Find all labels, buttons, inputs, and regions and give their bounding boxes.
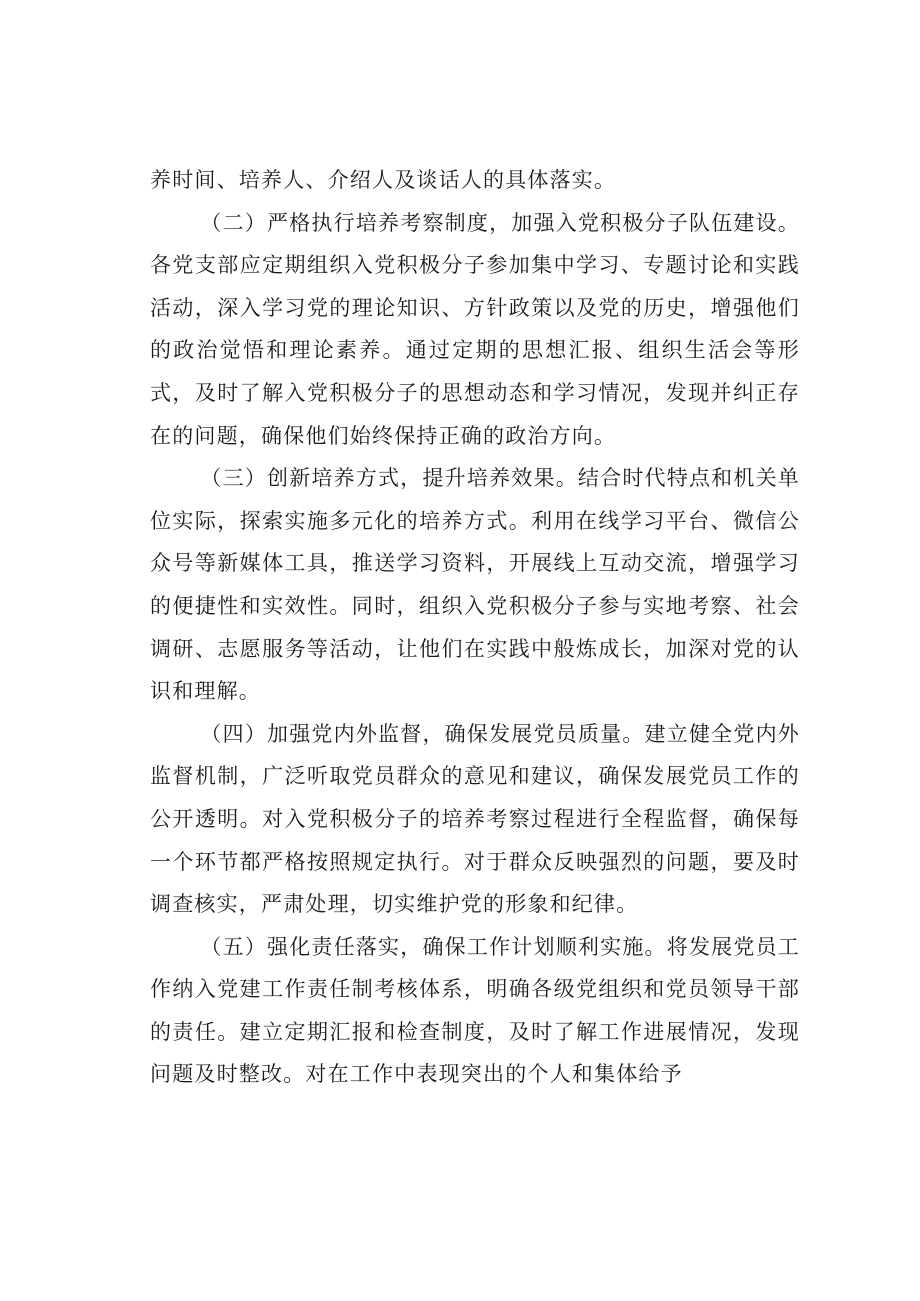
- paragraph-continued: 养时间、培养人、介绍人及谈话人的具体落实。: [150, 168, 617, 192]
- paragraph-section-3: （三）创新培养方式，提升培养效果。结合时代特点和机关单位实际，探索实施多元化的培养方式。利用在线学习平台、微信公众号等新媒体工具，推送学习资料，开展线上互动交流，增强学习的便捷性和实效性。同时，组织入党积极分子参与实地考察、社会调研、志愿服务等活动，让他们在实践中般炼成长，加深对党的认识和理解。: [150, 466, 800, 704]
- paragraph-section-5: （五）强化责任落实，确保工作计划顺利实施。将发展党员工作纳入党建工作责任制考核体系，明确各级党组织和党员领导干部的责任。建立定期汇报和检查制度，及时了解工作进展情况，发现问题及时整改。对在工作中表现突出的个人和集体给予: [150, 934, 800, 1087]
- paragraph-section-2: （二）严格执行培养考察制度，加强入党积极分子队伍建设。各党支部应定期组织入党积极分子参加集中学习、专题讨论和实践活动，深入学习党的理论知识、方针政策以及党的历史，增强他们的政治觉悟和理论素养。通过定期的思想汇报、组织生活会等形式，及时了解入党积极分子的思想动态和学习情况，发现并纠正存在的问题，确保他们始终保持正确的政治方向。: [150, 210, 800, 448]
- document-body: [150, 159, 800, 1096]
- paragraph-section-4: （四）加强党内外监督，确保发展党员质量。建立健全党内外监督机制，广泛听取党员群众的意见和建议，确保发展党员工作的公开透明。对入党积极分子的培养考察过程进行全程监督，确保每一个环节都严格按照规定执行。对于群众反映强烈的问题，要及时调查核实，严肃处理，切实维护党的形象和纪律。: [150, 721, 800, 917]
